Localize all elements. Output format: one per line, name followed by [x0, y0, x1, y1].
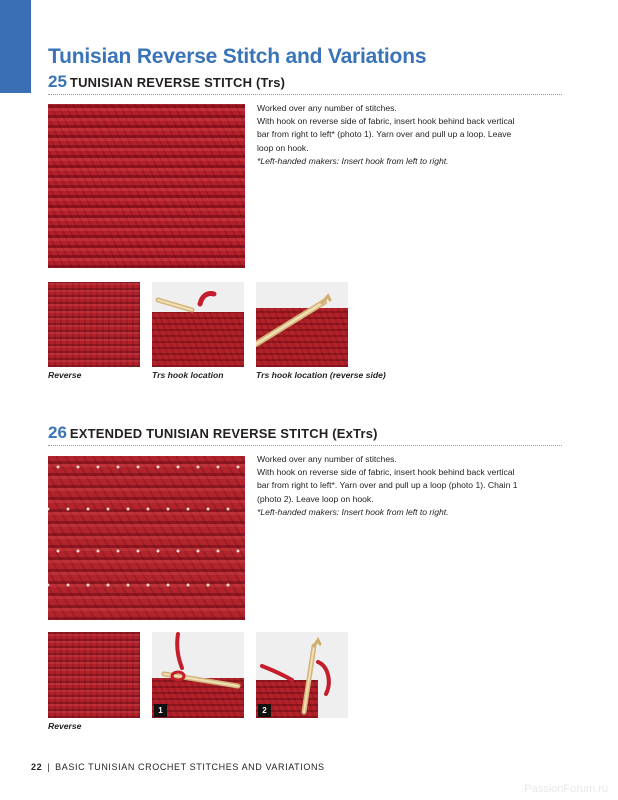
photo-caption: Reverse	[48, 721, 82, 731]
step-2-photo	[256, 632, 348, 718]
chapter-title: BASIC TUNISIAN CROCHET STITCHES AND VARIATIONS	[55, 762, 325, 772]
photo-number-badge: 1	[154, 704, 167, 717]
main-swatch-photo	[48, 456, 245, 620]
step-1-photo	[152, 632, 244, 718]
section-name: EXTENDED TUNISIAN REVERSE STITCH (ExTrs)	[69, 426, 378, 441]
section-name: TUNISIAN REVERSE STITCH (Trs)	[69, 75, 286, 90]
hook-location-photo	[152, 282, 244, 367]
section-divider	[48, 94, 562, 95]
section-26-description	[257, 453, 522, 519]
photo-caption: Trs hook location (reverse side)	[256, 370, 386, 380]
description-line: Worked over any number of stitches.	[257, 454, 397, 464]
section-25-heading	[48, 72, 562, 94]
footer-separator: |	[47, 762, 51, 772]
watermark: PassionForum.ru	[524, 783, 608, 795]
hook-location-reverse-photo	[256, 282, 348, 367]
page-number: 22	[31, 762, 43, 772]
section-25-description	[257, 102, 522, 168]
section-26-heading	[48, 423, 562, 445]
section-divider	[48, 445, 562, 446]
page-footer	[31, 762, 325, 772]
photo-caption: Trs hook location	[152, 370, 224, 380]
description-line: Worked over any number of stitches.	[257, 103, 397, 113]
main-swatch-photo	[48, 104, 245, 268]
description-paragraph: With hook on reverse side of fabric, insert hook behind back vertical bar from right to left* (photo 1). Yarn over and pull up a loop. Leave loop on hook.	[257, 116, 515, 153]
reverse-swatch-photo	[48, 632, 140, 718]
section-number: 25	[48, 72, 67, 91]
photo-caption: Reverse	[48, 370, 82, 380]
page-title: Tunisian Reverse Stitch and Variations	[48, 45, 427, 68]
photo-number-badge: 2	[258, 704, 271, 717]
left-hand-note: *Left-handed makers: Insert hook from left to right.	[257, 506, 449, 517]
section-number: 26	[48, 423, 67, 442]
left-hand-note: *Left-handed makers: Insert hook from left to right.	[257, 155, 449, 166]
reverse-swatch-photo	[48, 282, 140, 367]
description-paragraph: With hook on reverse side of fabric, insert hook behind back vertical bar from right to left*. Yarn over and pull up a loop (photo 1). Chain 1 (photo 2). Leave loop on hook.	[257, 467, 518, 504]
chapter-color-tab	[0, 0, 31, 93]
